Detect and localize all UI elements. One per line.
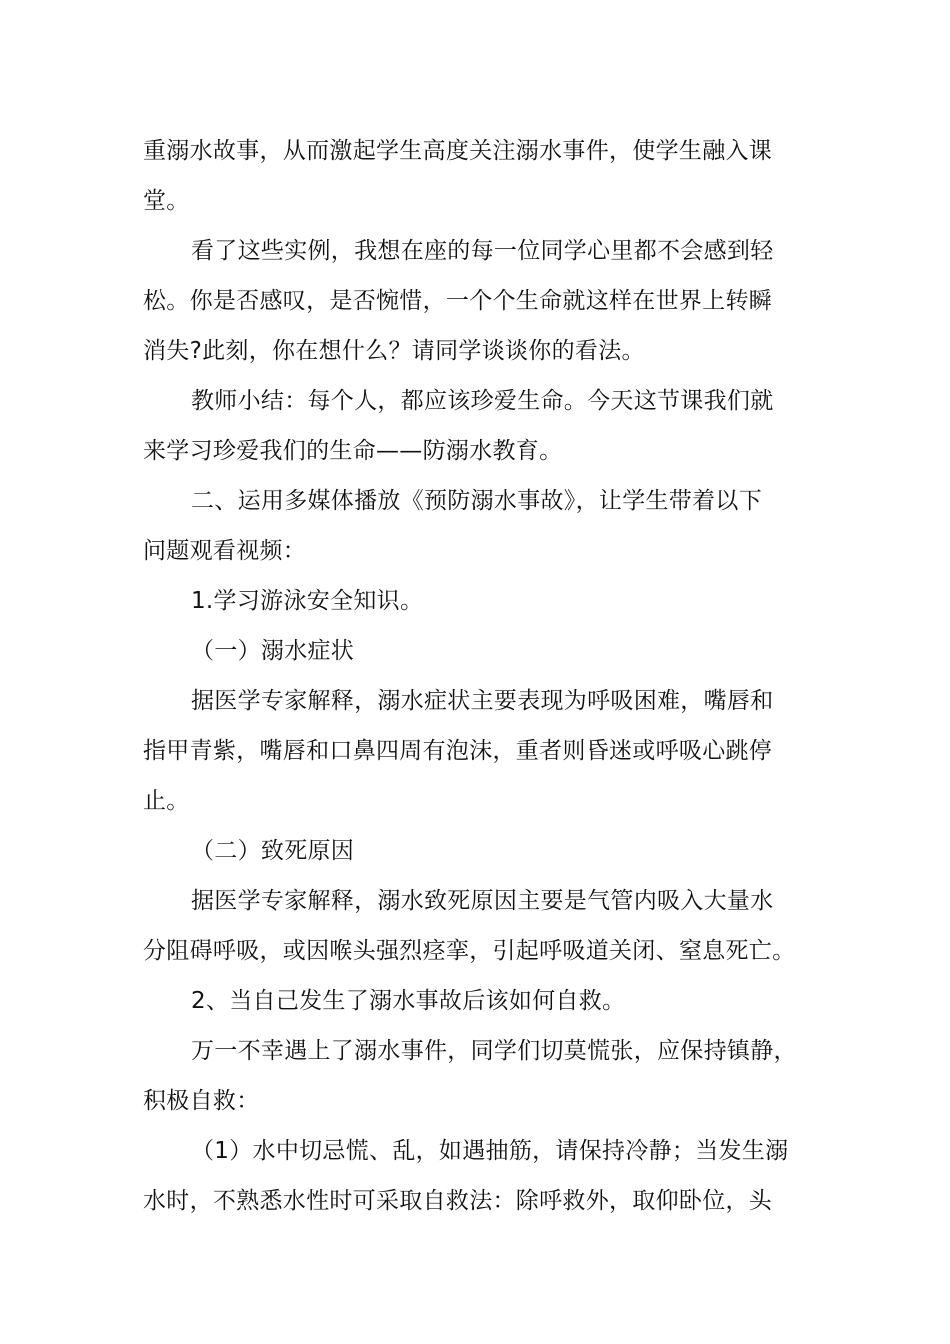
text-line: 问题观看视频： [143,538,307,564]
text-line: 分阻碍呼吸，或因喉头强烈痉挛，引起呼吸道关闭、窒息死亡。 [143,938,796,964]
text-line: 止。 [143,788,190,814]
text-line: 水时，不熟悉水性时可采取自救法：除呼救外，取仰卧位，头 [143,1188,773,1214]
subheading: （二）致死原因 [191,838,355,864]
paragraph-start: 教师小结：每个人，都应该珍爱生命。今天这节课我们就 [191,388,774,414]
text-line: 堂。 [143,188,190,214]
subheading: （一）溺水症状 [191,638,355,664]
paragraph-start: 据医学专家解释，溺水致死原因主要是气管内吸入大量水 [191,888,774,914]
text-line: 消失?此刻，你在想什么？请同学谈谈你的看法。 [143,338,645,364]
text-line: 松。你是否感叹，是否惋惜，一个个生命就这样在世界上转瞬 [143,288,773,314]
paragraph-start: 万一不幸遇上了溺水事件，同学们切莫慌张，应保持镇静， [191,1038,797,1064]
text-line: 指甲青紫，嘴唇和口鼻四周有泡沫，重者则昏迷或呼吸心跳停 [143,738,773,764]
text-line: 重溺水故事，从而激起学生高度关注溺水事件，使学生融入课 [143,138,773,164]
paragraph-start: 据医学专家解释，溺水症状主要表现为呼吸困难，嘴唇和 [191,688,774,714]
text-line: 来学习珍爱我们的生命——防溺水教育。 [143,438,563,464]
text-line: 积极自救： [143,1088,260,1114]
section-heading: 二、运用多媒体播放《预防溺水事故》，让学生带着以下 [191,488,762,514]
paragraph-start: （1）水中切忌慌、乱，如遇抽筋，请保持冷静；当发生溺 [191,1138,789,1164]
paragraph-start: 看了这些实例，我想在座的每一位同学心里都不会感到轻 [191,238,774,264]
list-item: 2、当自己发生了溺水事故后该如何自救。 [191,988,626,1014]
list-item: 1.学习游泳安全知识。 [191,588,424,614]
